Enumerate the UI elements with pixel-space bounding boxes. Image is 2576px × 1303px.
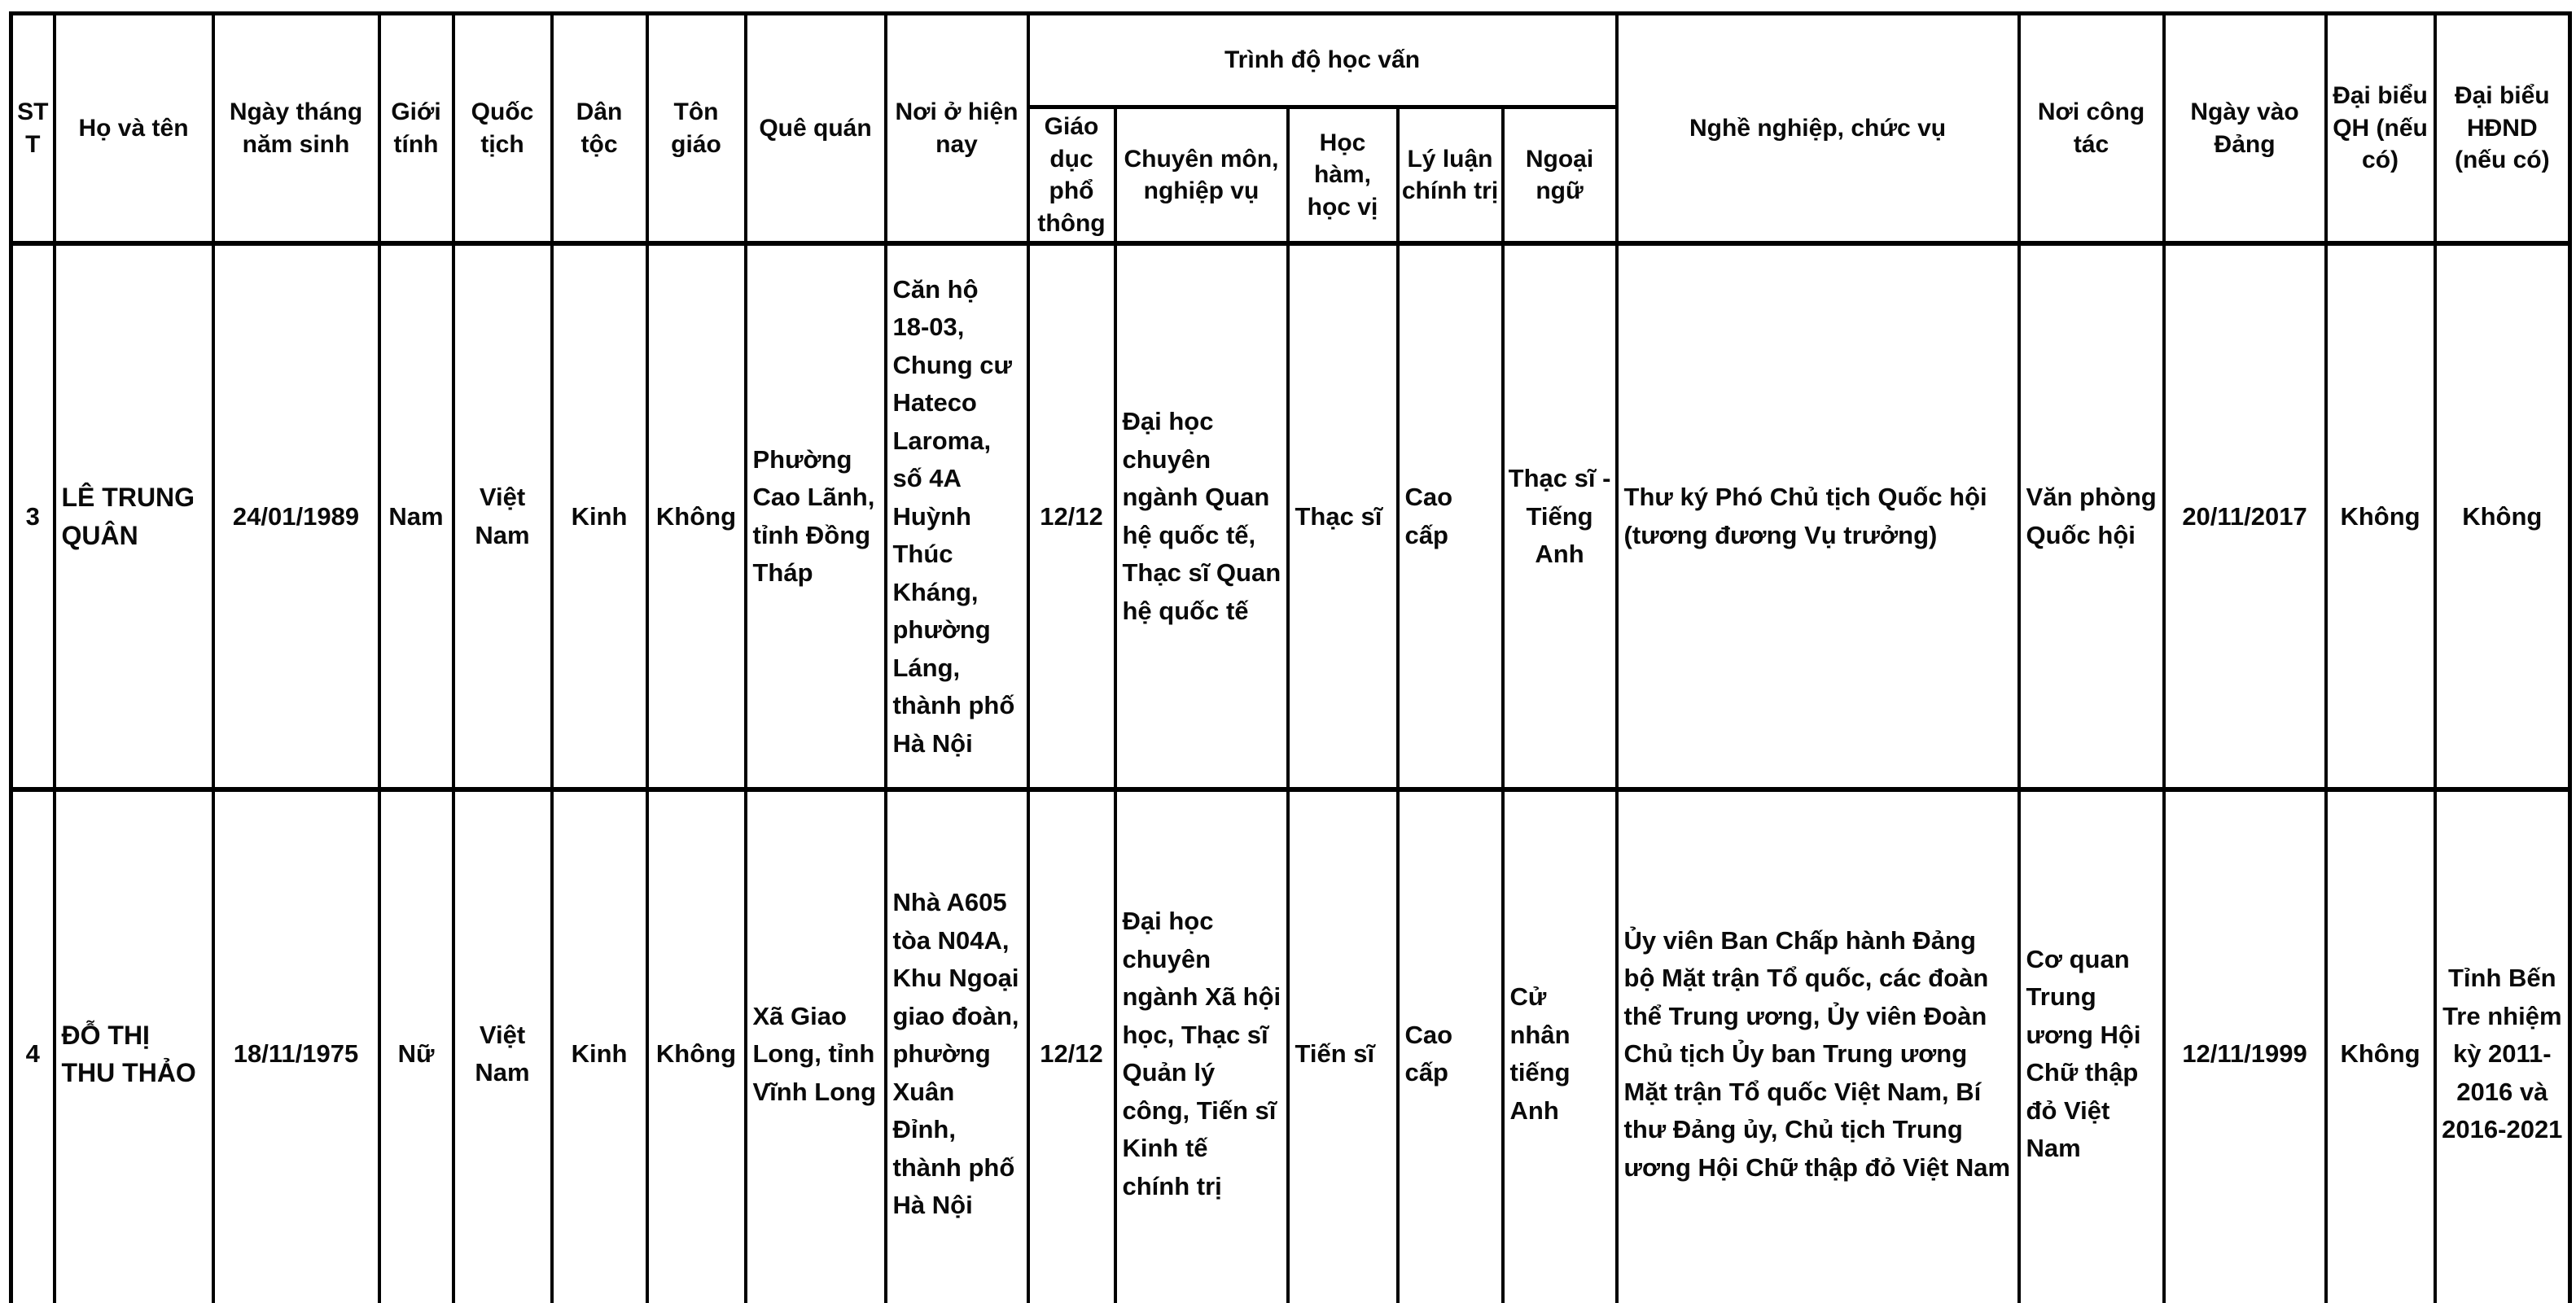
cell-professional-qualification: Đại học chuyên ngành Quan hệ quốc tế, Thạc sĩ Quan hệ quốc tế bbox=[1115, 243, 1288, 789]
cell-stt: 4 bbox=[11, 789, 55, 1303]
header-workplace: Nơi công tác bbox=[2019, 14, 2164, 244]
header-foreign-language: Ngoại ngữ bbox=[1503, 107, 1617, 244]
header-residence: Nơi ở hiện nay bbox=[886, 14, 1028, 244]
cell-foreign-language: Thạc sĩ - Tiếng Anh bbox=[1503, 243, 1617, 789]
header-religion: Tôn giáo bbox=[647, 14, 746, 244]
cell-council-deputy: Tỉnh Bến Tre nhiệm kỳ 2011-2016 và 2016-2021 bbox=[2435, 789, 2570, 1303]
cell-academic-degree: Tiến sĩ bbox=[1288, 789, 1398, 1303]
header-professional-qualification: Chuyên môn, nghiệp vụ bbox=[1115, 107, 1288, 244]
cell-gender: Nữ bbox=[379, 789, 453, 1303]
cell-academic-degree: Thạc sĩ bbox=[1288, 243, 1398, 789]
cell-residence: Nhà A605 tòa N04A, Khu Ngoại giao đoàn, phường Xuân Đỉnh, thành phố Hà Nội bbox=[886, 789, 1028, 1303]
cell-occupation: Thư ký Phó Chủ tịch Quốc hội (tương đương Vụ trưởng) bbox=[1617, 243, 2019, 789]
cell-occupation: Ủy viên Ban Chấp hành Đảng bộ Mặt trận Tổ quốc, các đoàn thể Trung ương, Ủy viên Đoàn Chủ tịch Ủy ban Trung ương Mặt trận Tổ quốc Việt Nam, Bí thư Đảng ủy, Chủ tịch Trung ương Hội Chữ thập đỏ Việt Nam bbox=[1617, 789, 2019, 1303]
header-occupation: Nghề nghiệp, chức vụ bbox=[1617, 14, 2019, 244]
cell-full-name: LÊ TRUNG QUÂN bbox=[55, 243, 213, 789]
cell-nationality: Việt Nam bbox=[453, 789, 552, 1303]
header-date-of-birth: Ngày tháng năm sinh bbox=[213, 14, 379, 244]
cell-general-education: 12/12 bbox=[1028, 789, 1115, 1303]
cell-party-join-date: 20/11/2017 bbox=[2164, 243, 2326, 789]
cell-na-deputy: Không bbox=[2326, 243, 2435, 789]
cell-religion: Không bbox=[647, 243, 746, 789]
cell-ethnicity: Kinh bbox=[552, 789, 647, 1303]
cell-date-of-birth: 24/01/1989 bbox=[213, 243, 379, 789]
cell-foreign-language: Cử nhân tiếng Anh bbox=[1503, 789, 1617, 1303]
header-gender: Giới tính bbox=[379, 14, 453, 244]
cell-date-of-birth: 18/11/1975 bbox=[213, 789, 379, 1303]
cell-political-theory: Cao cấp bbox=[1398, 243, 1503, 789]
header-full-name: Họ và tên bbox=[55, 14, 213, 244]
header-education-group: Trình độ học vấn bbox=[1028, 14, 1617, 107]
cell-full-name: ĐỖ THỊ THU THẢO bbox=[55, 789, 213, 1303]
header-nationality: Quốc tịch bbox=[453, 14, 552, 244]
cell-ethnicity: Kinh bbox=[552, 243, 647, 789]
header-na-deputy: Đại biểu QH (nếu có) bbox=[2326, 14, 2435, 244]
cell-nationality: Việt Nam bbox=[453, 243, 552, 789]
header-council-deputy: Đại biểu HĐND (nếu có) bbox=[2435, 14, 2570, 244]
cell-workplace: Cơ quan Trung ương Hội Chữ thập đỏ Việt Nam bbox=[2019, 789, 2164, 1303]
header-general-education: Giáo dục phổ thông bbox=[1028, 107, 1115, 244]
table-row bbox=[11, 243, 2570, 789]
cell-council-deputy: Không bbox=[2435, 243, 2570, 789]
cell-political-theory: Cao cấp bbox=[1398, 789, 1503, 1303]
cell-residence: Căn hộ 18-03, Chung cư Hateco Laroma, số 4A Huỳnh Thúc Kháng, phường Láng, thành phố Hà Nội bbox=[886, 243, 1028, 789]
table-header bbox=[11, 14, 2570, 244]
cell-gender: Nam bbox=[379, 243, 453, 789]
header-political-theory: Lý luận chính trị bbox=[1398, 107, 1503, 244]
cell-na-deputy: Không bbox=[2326, 789, 2435, 1303]
cell-party-join-date: 12/11/1999 bbox=[2164, 789, 2326, 1303]
header-hometown: Quê quán bbox=[746, 14, 886, 244]
cell-stt: 3 bbox=[11, 243, 55, 789]
header-stt: STT bbox=[11, 14, 55, 244]
header-ethnicity: Dân tộc bbox=[552, 14, 647, 244]
table-row bbox=[11, 789, 2570, 1303]
delegate-bio-table bbox=[9, 11, 2572, 1303]
cell-hometown: Xã Giao Long, tỉnh Vĩnh Long bbox=[746, 789, 886, 1303]
cell-workplace: Văn phòng Quốc hội bbox=[2019, 243, 2164, 789]
header-party-join-date: Ngày vào Đảng bbox=[2164, 14, 2326, 244]
header-academic-degree: Học hàm, học vị bbox=[1288, 107, 1398, 244]
table-body bbox=[11, 243, 2570, 1303]
cell-professional-qualification: Đại học chuyên ngành Xã hội học, Thạc sĩ Quản lý công, Tiến sĩ Kinh tế chính trị bbox=[1115, 789, 1288, 1303]
cell-hometown: Phường Cao Lãnh, tỉnh Đồng Tháp bbox=[746, 243, 886, 789]
cell-religion: Không bbox=[647, 789, 746, 1303]
cell-general-education: 12/12 bbox=[1028, 243, 1115, 789]
